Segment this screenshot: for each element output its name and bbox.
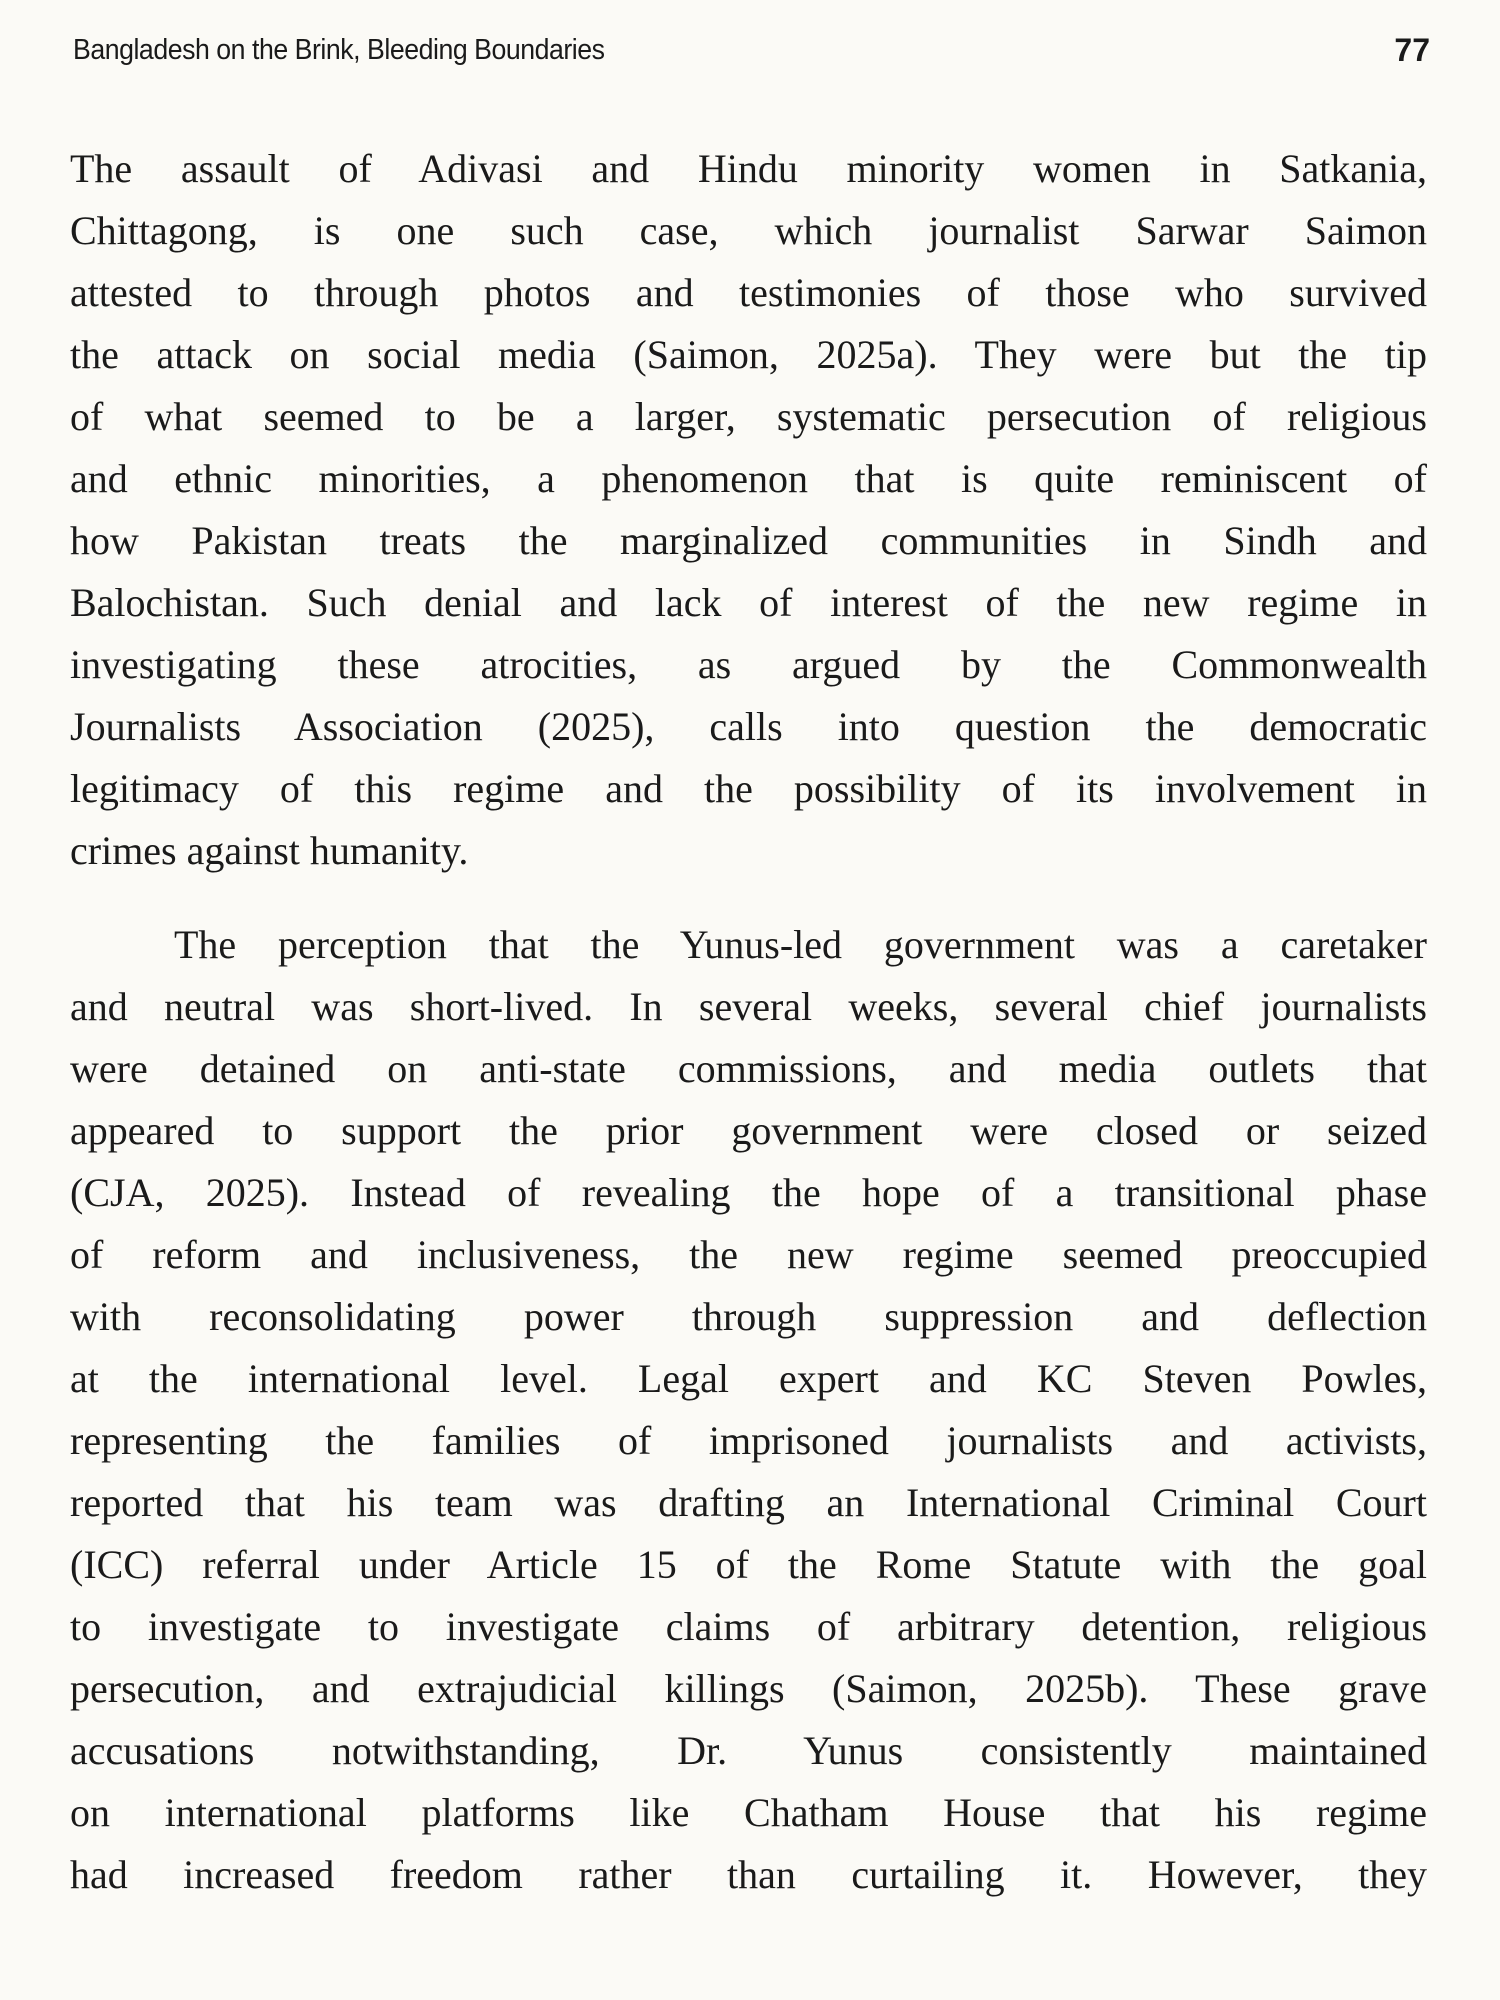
- text-line: the attack on social media (Saimon, 2025a). They were but the tip: [70, 332, 1427, 377]
- text-line: of what seemed to be a larger, systematic persecution of religious: [70, 394, 1427, 439]
- text-line: to investigate to investigate claims of arbitrary detention, religious: [70, 1604, 1427, 1649]
- text-line: were detained on anti-state commissions, and media outlets that: [70, 1046, 1427, 1091]
- text-line: how Pakistan treats the marginalized communities in Sindh and: [70, 518, 1427, 563]
- text-line: with reconsolidating power through suppression and deflection: [70, 1294, 1427, 1339]
- text-line: persecution, and extrajudicial killings (Saimon, 2025b). These grave: [70, 1666, 1427, 1711]
- text-line: (ICC) referral under Article 15 of the Rome Statute with the goal: [70, 1542, 1427, 1587]
- text-line: of reform and inclusiveness, the new regime seemed preoccupied: [70, 1232, 1427, 1277]
- text-line: Balochistan. Such denial and lack of interest of the new regime in: [70, 580, 1427, 625]
- text-line: and neutral was short-lived. In several weeks, several chief journalists: [70, 984, 1427, 1029]
- running-header: [73, 34, 1430, 74]
- text-line: legitimacy of this regime and the possibility of its involvement in: [70, 766, 1427, 811]
- text-line: had increased freedom rather than curtailing it. However, they: [70, 1852, 1427, 1897]
- running-title: Bangladesh on the Brink, Bleeding Boundaries: [73, 34, 605, 66]
- page-number: 77: [1394, 32, 1430, 68]
- text-line: reported that his team was drafting an International Criminal Court: [70, 1480, 1427, 1525]
- text-line: The perception that the Yunus-led government was a caretaker: [174, 922, 1427, 967]
- text-line: The assault of Adivasi and Hindu minority women in Satkania,: [70, 146, 1427, 191]
- text-line: attested to through photos and testimonies of those who survived: [70, 270, 1427, 315]
- text-line: at the international level. Legal expert and KC Steven Powles,: [70, 1356, 1427, 1401]
- paragraph-1: [70, 138, 1427, 882]
- text-line: representing the families of imprisoned journalists and activists,: [70, 1418, 1427, 1463]
- text-line: and ethnic minorities, a phenomenon that is quite reminiscent of: [70, 456, 1427, 501]
- text-line: appeared to support the prior government were closed or seized: [70, 1108, 1427, 1153]
- text-line: Journalists Association (2025), calls into question the democratic: [70, 704, 1427, 749]
- text-line: on international platforms like Chatham House that his regime: [70, 1790, 1427, 1835]
- text-line: Chittagong, is one such case, which journalist Sarwar Saimon: [70, 208, 1427, 253]
- text-line: crimes against humanity.: [70, 828, 469, 873]
- paragraph-2: [70, 914, 1427, 1906]
- text-line: accusations notwithstanding, Dr. Yunus consistently maintained: [70, 1728, 1427, 1773]
- text-line: investigating these atrocities, as argued by the Commonwealth: [70, 642, 1427, 687]
- text-line: (CJA, 2025). Instead of revealing the hope of a transitional phase: [70, 1170, 1427, 1215]
